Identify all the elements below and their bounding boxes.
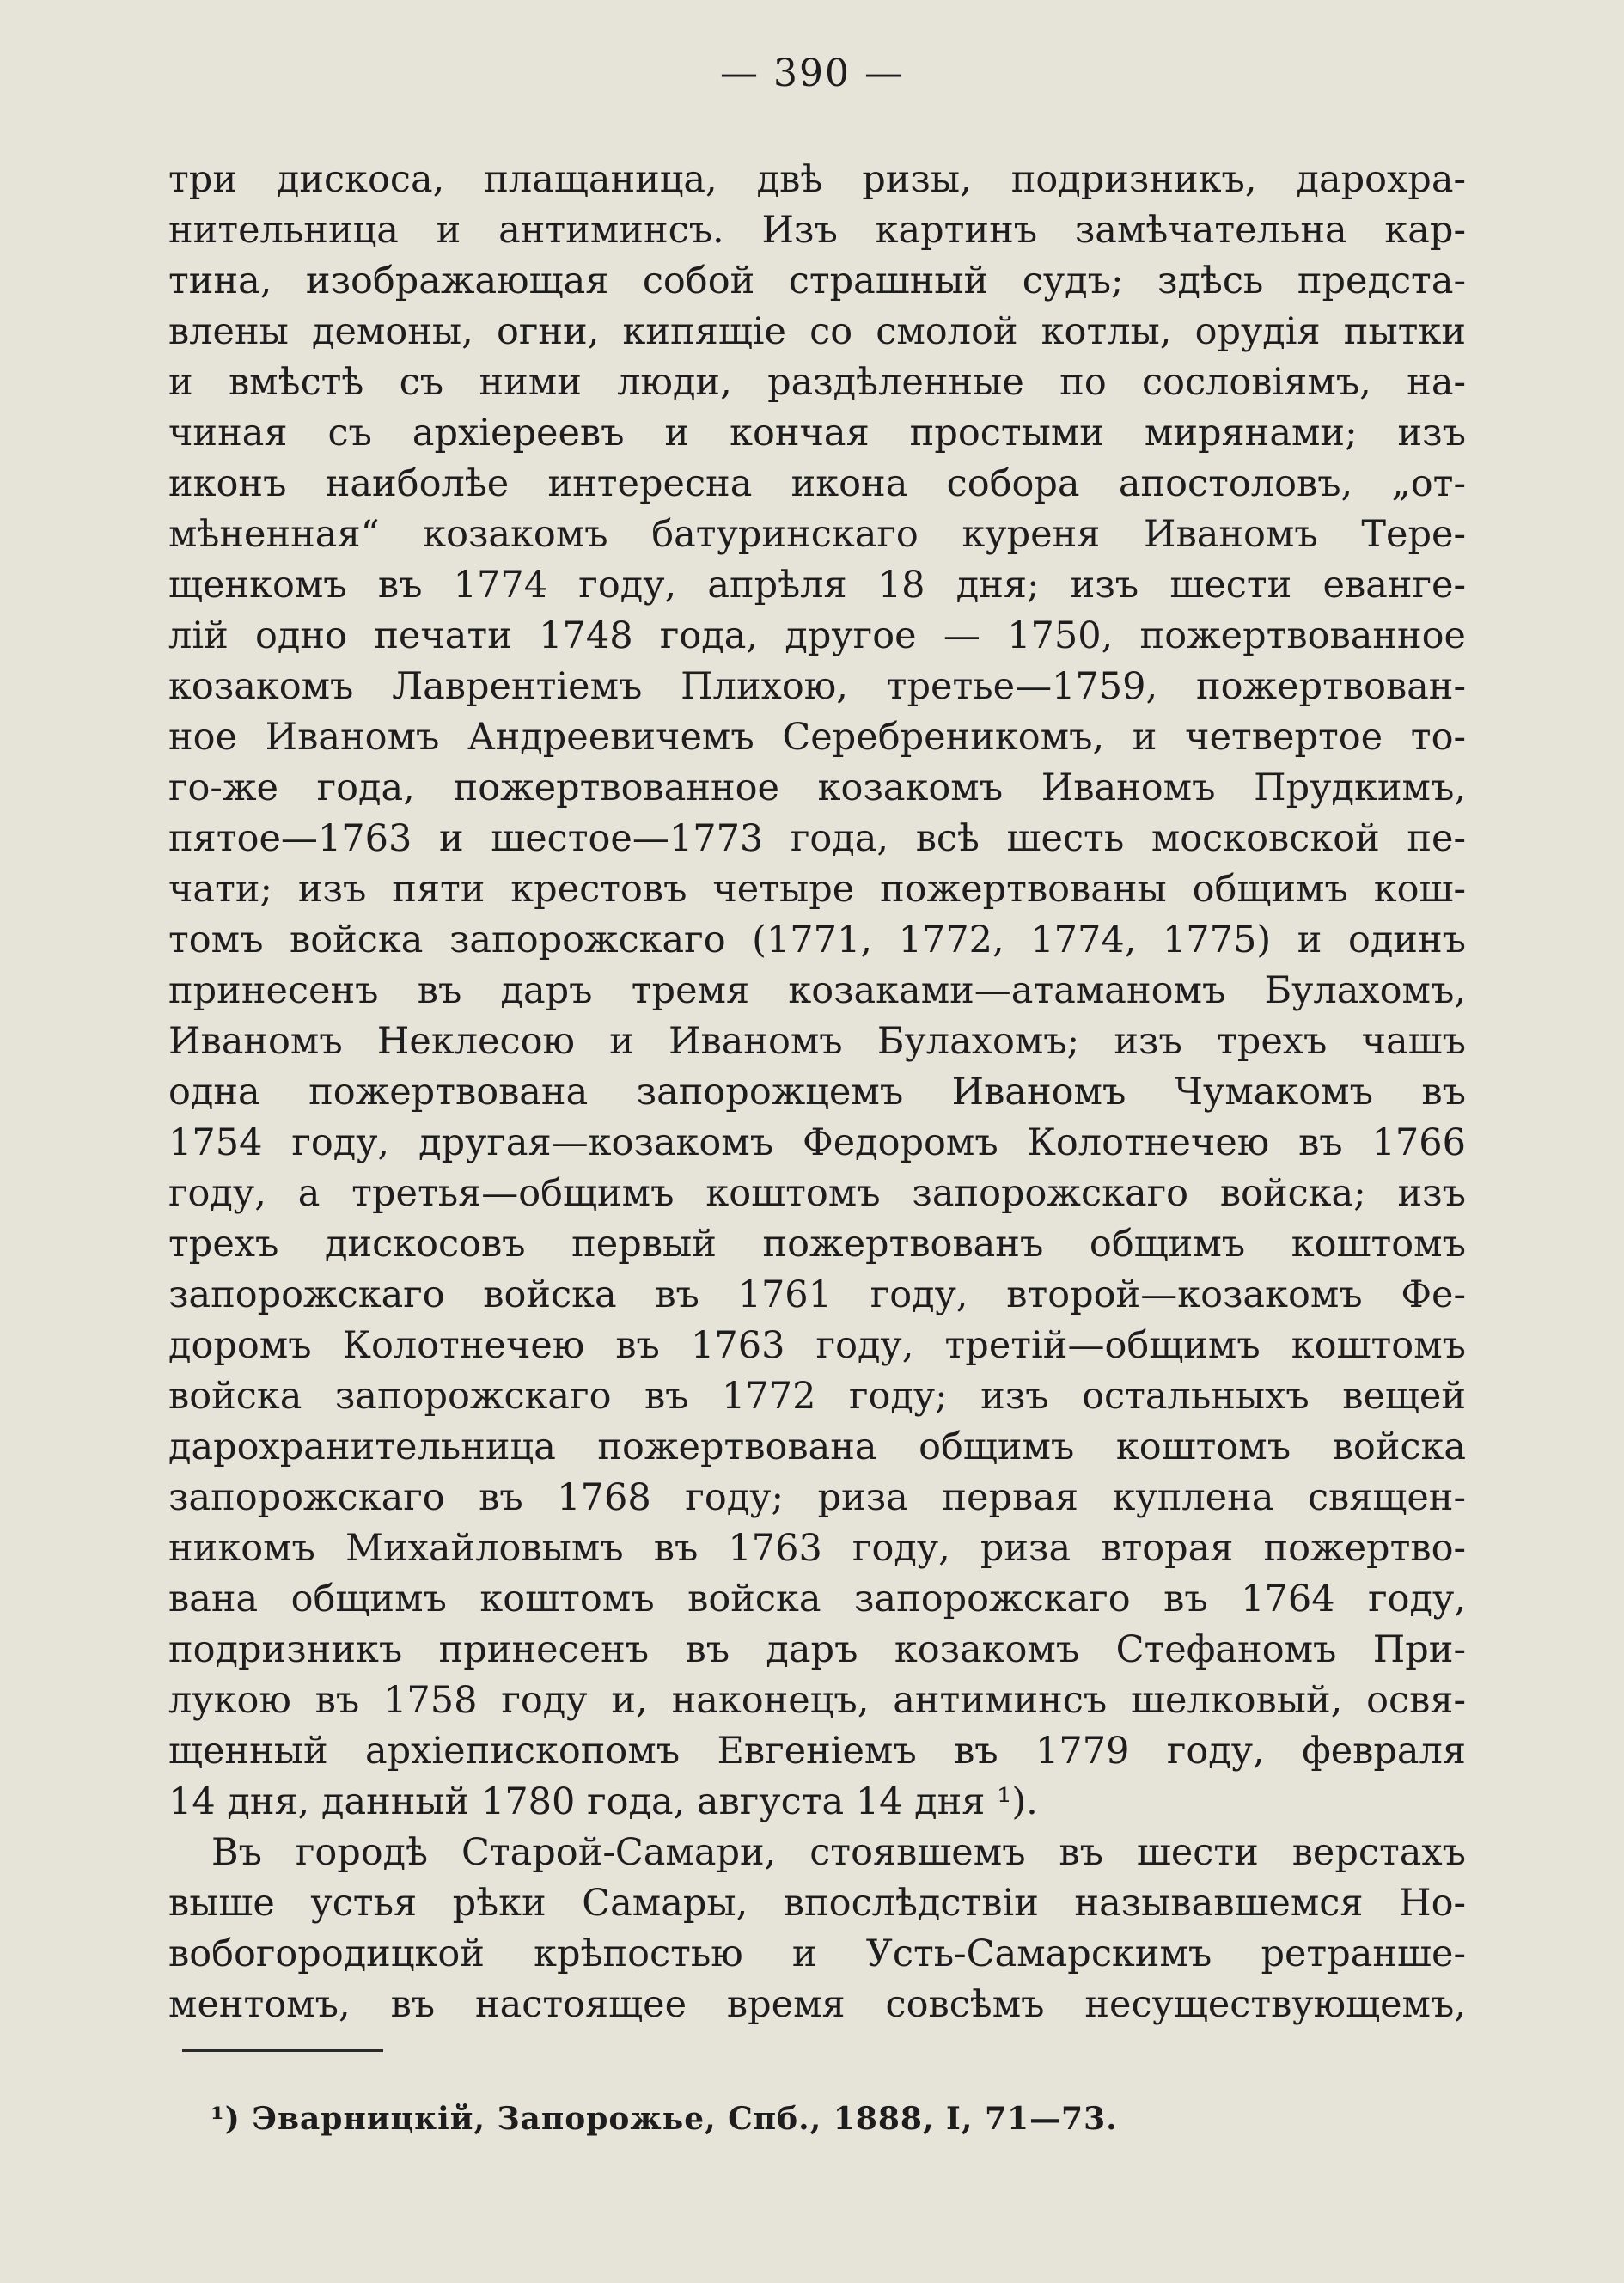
text-line: войска запорожскаго въ 1772 году; изъ остальныхъ вещей (168, 1375, 1466, 1418)
text-line: трехъ дискосовъ первый пожертвованъ общимъ коштомъ (168, 1223, 1466, 1266)
text-line: чати; изъ пяти крестовъ четыре пожертвованы общимъ кош- (168, 868, 1466, 911)
footnote: ¹) Эварницкій, Запорожье, Спб., 1888, I, 71—73. (211, 2101, 1118, 2137)
text-line: щенный архіепископомъ Евгеніемъ въ 1779 году, февраля (168, 1730, 1466, 1773)
text-line: принесенъ въ даръ тремя козаками—атаманомъ Булахомъ, (168, 969, 1466, 1012)
text-line: чиная съ архіереевъ и кончая простыми мирянами; изъ (168, 412, 1466, 455)
text-line: ментомъ, въ настоящее время совсѣмъ несуществующемъ, (168, 1983, 1466, 2026)
text-line: запорожскаго войска въ 1761 году, второй—козакомъ Фе- (168, 1273, 1466, 1316)
text-line: доромъ Колотнечею въ 1763 году, третій—общимъ коштомъ (168, 1324, 1466, 1367)
text-line: вана общимъ коштомъ войска запорожскаго въ 1764 году, (168, 1578, 1466, 1621)
text-line: три дискоса, плащаница, двѣ ризы, подризникъ, дарохра- (168, 158, 1466, 201)
body-text (168, 155, 1466, 2030)
text-line: козакомъ Лаврентіемъ Плихою, третье—1759, пожертвован- (168, 665, 1466, 708)
text-line: запорожскаго въ 1768 году; риза первая куплена священ- (168, 1476, 1466, 1519)
text-line: пятое—1763 и шестое—1773 года, всѣ шесть московской пе- (168, 817, 1466, 860)
text-line: одна пожертвована запорожцемъ Иваномъ Чумакомъ въ (168, 1071, 1466, 1114)
text-line: томъ войска запорожскаго (1771, 1772, 1774, 1775) и одинъ (168, 919, 1466, 961)
text-line: Иваномъ Неклесою и Иваномъ Булахомъ; изъ трехъ чашъ (168, 1020, 1466, 1063)
text-line: никомъ Михайловымъ въ 1763 году, риза вторая пожертво- (168, 1527, 1466, 1570)
text-line: мѣненная“ козакомъ батуринскаго куреня Иваномъ Тере- (168, 513, 1466, 556)
text-line: иконъ наиболѣе интересна икона собора апостоловъ, „от- (168, 462, 1466, 505)
text-line: щенкомъ въ 1774 году, апрѣля 18 дня; изъ шести еванге- (168, 564, 1466, 607)
text-line: лій одно печати 1748 года, другое — 1750, пожертвованное (168, 614, 1466, 657)
page-number: — 390 — (720, 52, 904, 95)
footnote-divider (182, 2049, 383, 2052)
text-line: го-же года, пожертвованное козакомъ Иваномъ Прудкимъ, (168, 766, 1466, 809)
text-line: дарохранительница пожертвована общимъ коштомъ войска (168, 1425, 1466, 1468)
text-line: 1754 году, другая—козакомъ Федоромъ Колотнечею въ 1766 (168, 1121, 1466, 1164)
text-line: влены демоны, огни, кипящіе со смолой котлы, орудія пытки (168, 310, 1466, 353)
text-line: тина, изображающая собой страшный судъ; здѣсь предста- (168, 259, 1466, 302)
text-line: лукою въ 1758 году и, наконецъ, антиминсъ шелковый, освя- (168, 1679, 1466, 1722)
text-line: выше устья рѣки Самары, впослѣдствіи называвшемся Но- (168, 1882, 1466, 1925)
text-line: нительница и антиминсъ. Изъ картинъ замѣчательна кар- (168, 209, 1466, 252)
text-line: и вмѣстѣ съ ними люди, раздѣленные по сословіямъ, на- (168, 361, 1466, 404)
paragraph-start-line: Въ городѣ Старой-Самари, стоявшемъ въ шести верстахъ (211, 1831, 1466, 1874)
paragraph-end-line: 14 дня, данный 1780 года, августа 14 дня ¹). (168, 1780, 1038, 1823)
text-line: ное Иваномъ Андреевичемъ Серебреникомъ, и четвертое то- (168, 716, 1466, 759)
text-line: подризникъ принесенъ въ даръ козакомъ Стефаномъ При- (168, 1628, 1466, 1671)
text-line: вобогородицкой крѣпостью и Усть-Самарскимъ ретранше- (168, 1932, 1466, 1975)
text-line: году, а третья—общимъ коштомъ запорожскаго войска; изъ (168, 1172, 1466, 1215)
